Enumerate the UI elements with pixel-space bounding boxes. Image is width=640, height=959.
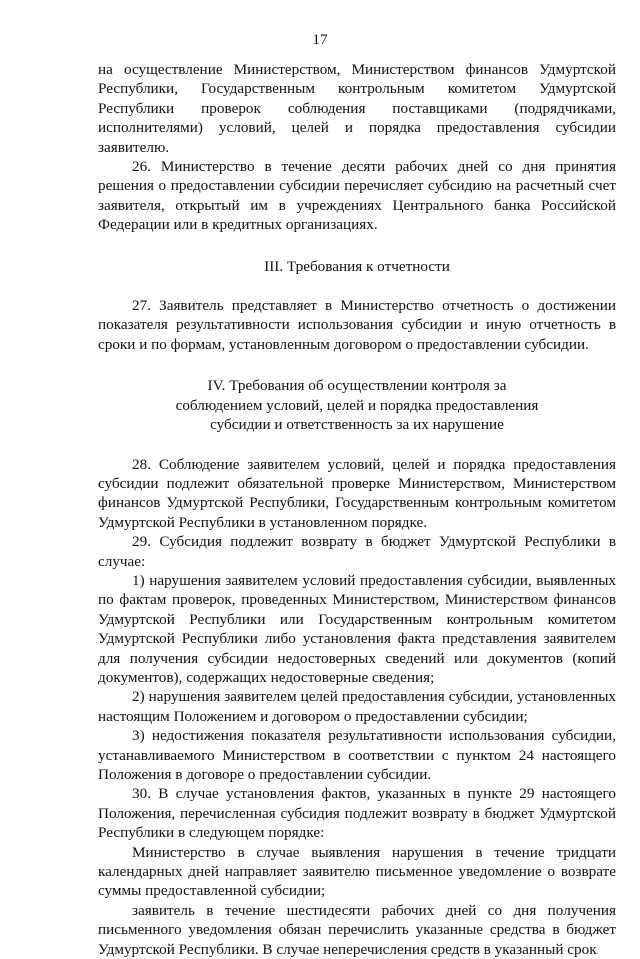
section-4-heading-line-1: IV. Требования об осуществлении контроля за — [207, 377, 507, 395]
paragraph-30: 30. В случае установления фактов, указанных в пункте 29 настоящего Положения, перечисленная субсидия подлежит возврату в бюджет Удмуртской Республики в следующем порядке: — [98, 785, 616, 842]
paragraph-29-item-2: 2) нарушения заявителем целей предоставления субсидии, установленных настоящим Положением и договором о предоставлении субсидии; — [98, 688, 616, 725]
section-3-heading: III. Требования к отчетности — [264, 257, 450, 275]
paragraph-26: 26. Министерство в течение десяти рабочих дней со дня принятия решения о предоставлении субсидии перечисляет субсидию на расчетный счет заявителя, открытый им в учреждениях Центрального банка Российской Федерации или в кредитных организациях. — [98, 158, 616, 234]
section-4-heading-line-3: субсидии и ответственность за их нарушение — [210, 416, 504, 434]
paragraph-29: 29. Субсидия подлежит возврату в бюджет Удмуртской Республики в случае: — [98, 533, 616, 570]
paragraph-29-item-3: 3) недостижения показателя результативности использования субсидии, устанавливаемого Министерством в соответствии с пунктом 24 настоящего Положения в договоре о предоставлении субсидии. — [98, 727, 616, 783]
section-4-heading — [98, 376, 616, 434]
paragraph-continuation: на осуществление Министерством, Министерством финансов Удмуртской Республики, Государственным контрольным комитетом Удмуртской Республики проверок соблюдения поставщиками (подрядчиками, исполнителями) условий, целей и порядка предоставления субсидии заявителю. — [98, 61, 616, 156]
document-body — [98, 60, 616, 959]
page-number: 17 — [312, 31, 328, 48]
paragraph-27: 27. Заявитель представляет в Министерство отчетность о достижении показателя результативности использования субсидии и иную отчетность в сроки и по формам, установленным договором о предоставлении субсидии. — [98, 297, 616, 353]
paragraph-29-item-1: 1) нарушения заявителем условий предоставления субсидии, выявленных по фактам проверок, проведенных Министерством, Министерством финансов Удмуртской Республики или Государственным контрольным комитетом Удмуртской Республики либо установления факта представления заявителем для получения субсидии недостоверных сведений или документов (копий документов), содержащих недостоверные сведения; — [98, 571, 616, 686]
paragraph-30-step-1: Министерство в случае выявления нарушения в течение тридцати календарных дней направляет заявителю письменное уведомление о возврате суммы предоставленной субсидии; — [98, 843, 616, 900]
paragraph-28: 28. Соблюдение заявителем условий, целей и порядка предоставления субсидии подлежит обязательной проверке Министерством, Министерством финансов Удмуртской Республики, Государственным контрольным комитетом Удмуртской Республики в установленном порядке. — [98, 455, 616, 531]
section-4-heading-line-2: соблюдением условий, целей и порядка предоставления — [175, 396, 539, 414]
paragraph-30-step-2: заявитель в течение шестидесяти рабочих дней со дня получения письменного уведомления обязан перечислить указанные средства в бюджет Удмуртской Республики. В случае неперечисления средств в указанный срок — [98, 901, 616, 958]
